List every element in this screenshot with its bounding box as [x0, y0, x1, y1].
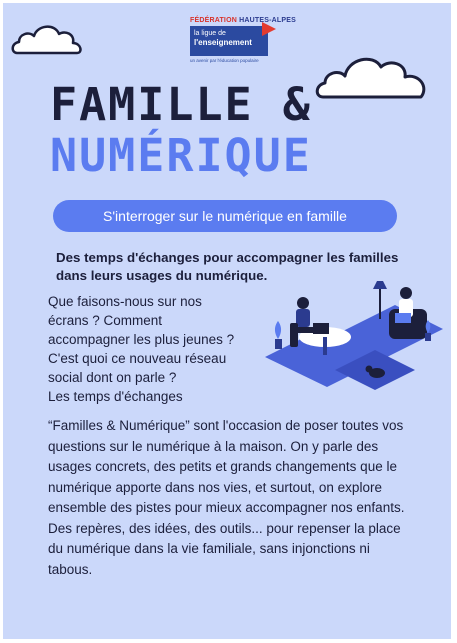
- family-devices-illustration: [265, 275, 445, 395]
- logo-flag-icon: [262, 22, 276, 36]
- body-paragraphs: [48, 416, 408, 580]
- subtitle-pill: S'interroger sur le numérique en famille: [53, 200, 397, 232]
- title-line1: FAMILLE &: [50, 78, 312, 131]
- body-line: accompagner les plus jeunes ?: [48, 332, 235, 347]
- flyer-page: [3, 3, 451, 639]
- logo-federation: FÉDÉRATION: [190, 17, 237, 24]
- logo-box: [190, 26, 268, 56]
- body-paragraph: “Familles & Numérique” sont l'occasion de poser toutes vos questions sur le numérique à la maison. On y parle des usages concrets, des petits et grands changements que le numérique apporte dans nos vies, et surtout, on explore ensemble des pistes pour mieux accompagner nos enfants.: [48, 418, 405, 515]
- cloud-top-right-icon: [315, 43, 439, 105]
- logo-region: HAUTES-ALPES: [239, 17, 296, 24]
- body-line: social dont on parle ?: [48, 370, 177, 385]
- cloud-top-left-icon: [11, 17, 87, 59]
- body-line: C'est quoi ce nouveau réseau: [48, 351, 227, 366]
- body-line: Les temps d'échanges: [48, 389, 183, 404]
- lead-paragraph: Des temps d'échanges pour accompagner les familles dans leurs usages du numérique.: [56, 250, 399, 283]
- ligue-enseignement-logo: [190, 17, 296, 63]
- body-line: écrans ? Comment: [48, 313, 163, 328]
- logo-line2: l'enseignement: [194, 38, 252, 47]
- title-line2: NUMÉRIQUE: [50, 129, 312, 182]
- body-line: Que faisons-nous sur nos: [48, 294, 202, 309]
- intro-questions: [48, 292, 273, 406]
- logo-line1: la ligue de: [194, 30, 226, 37]
- logo-tagline: un avenir par l'éducation populaire: [190, 58, 259, 63]
- body-paragraph: Des repères, des idées, des outils... pour repenser la place du numérique dans la vie familiale, sans injonctions ni tabous.: [48, 520, 401, 577]
